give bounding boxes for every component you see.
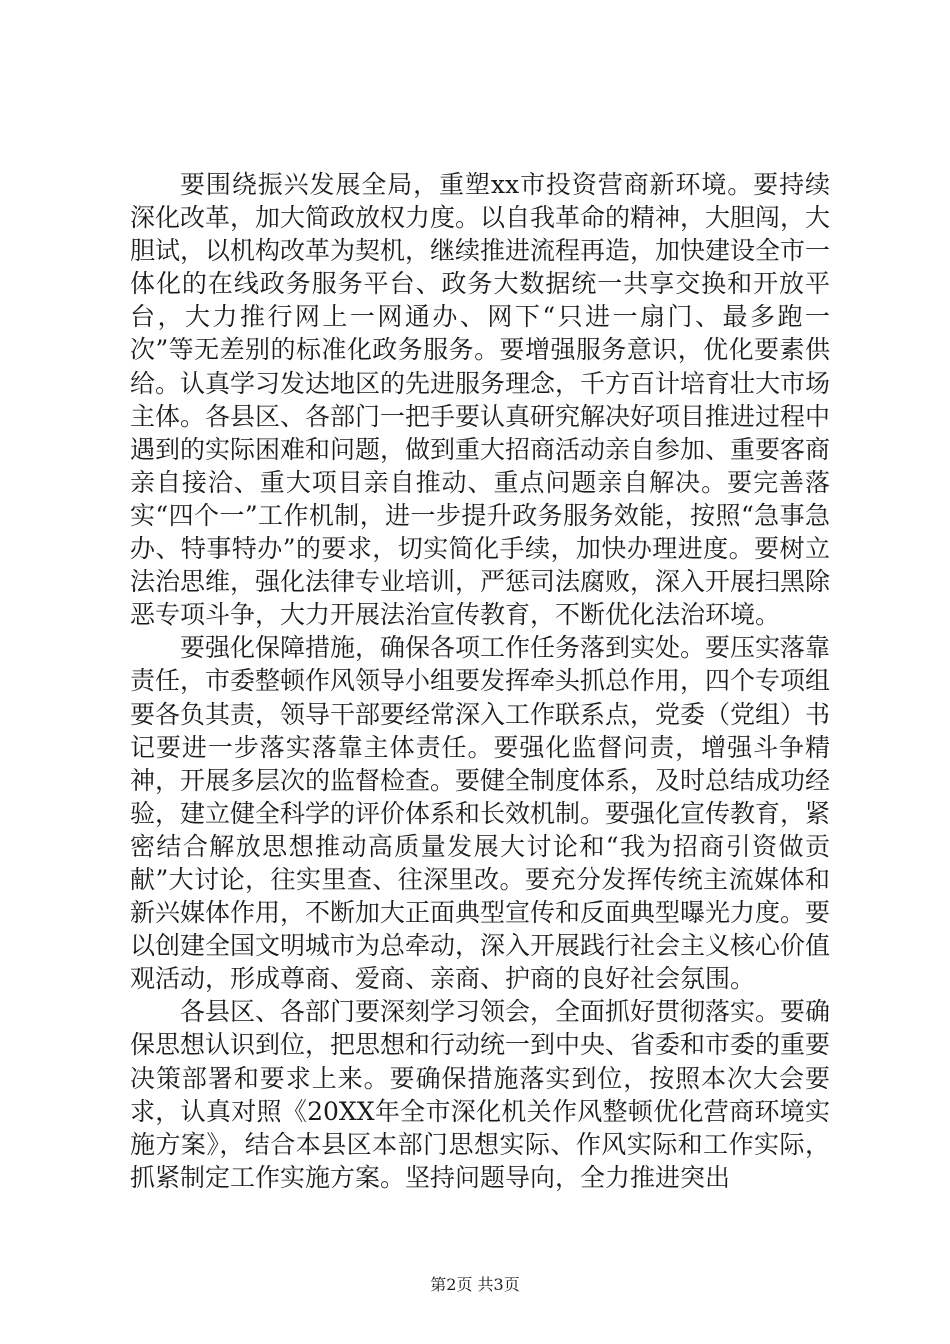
paragraph-2: 要强化保障措施，确保各项工作任务落到实处。要压实落靠责任，市委整顿作风领导小组要发挥牵头抓总作用，四个专项组要各负其责，领导干部要经常深入工作联系点，党委（党组）书记要进一步落实落靠主体责任。要强化监督问责，增强斗争精神，开展多层次的监督检查。要健全制度体系，及时总结成功经验，建立健全科学的评价体系和长效机制。要强化宣传教育，紧密结合解放思想推动高质量发展大讨论和“我为招商引资做贡献”大讨论，往实里查、往深里改。要充分发挥传统主流媒体和新兴媒体作用，不断加大正面典型宣传和反面典型曝光力度。要以创建全国文明城市为总牵动，深入开展践行社会主义核心价值观活动，形成尊商、爱商、亲商、护商的良好社会氛围。 <box>130 633 831 994</box>
document-body <box>130 168 830 1194</box>
page-number-footer: 第2页 共3页 <box>430 1275 520 1294</box>
paragraph-1: 要围绕振兴发展全局，重塑xx市投资营商新环境。要持续深化改革，加大简政放权力度。以自我革命的精神，大胆闯，大胆试，以机构改革为契机，继续推进流程再造，加快建设全市一体化的在线政务服务平台、政务大数据统一共享交换和开放平台，大力推行网上一网通办、网下“只进一扇门、最多跑一次”等无差别的标准化政务服务。要增强服务意识，优化要素供给。认真学习发达地区的先进服务理念，千方百计培育壮大市场主体。各县区、各部门一把手要认真研究解决好项目推进过程中遇到的实际困难和问题，做到重大招商活动亲自参加、重要客商亲自接洽、重大项目亲自推动、重点问题亲自解决。要完善落实“四个一”工作机制，进一步提升政务服务效能，按照“急事急办、特事特办”的要求，切实简化手续，加快办理进度。要树立法治思维，强化法律专业培训，严惩司法腐败，深入开展扫黑除恶专项斗争，大力开展法治宣传教育，不断优化法治环境。 <box>130 170 831 630</box>
paragraph-3: 各县区、各部门要深刻学习领会，全面抓好贯彻落实。要确保思想认识到位，把思想和行动统一到中央、省委和市委的重要决策部署和要求上来。要确保措施落实到位，按照本次大会要求，认真对照《20XX年全市深化机关作风整顿优化营商环境实施方案》，结合本县区本部门思想实际、作风实际和工作实际，抓紧制定工作实施方案。坚持问题导向，全力推进突出 <box>130 997 831 1192</box>
